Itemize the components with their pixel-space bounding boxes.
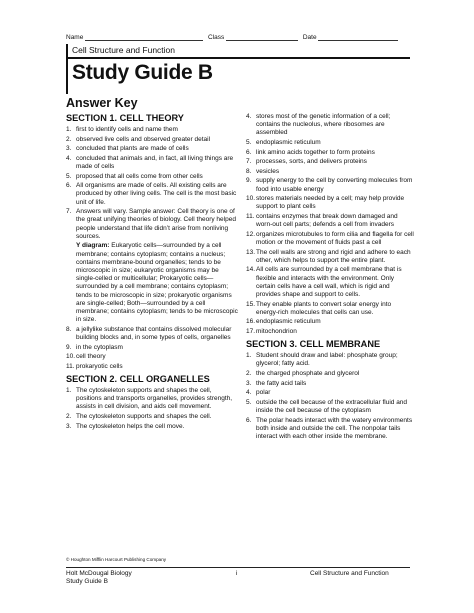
list-item: 11. contains enzymes that break down damaged and worn-out cell parts; defends a cell from invaders [246, 212, 398, 229]
list-item: 6. The polar heads interact with the watery environments both inside and outside the cell. The nonpolar tails interact with each other inside the membrane. [246, 416, 413, 440]
list-item: 11. prokaryotic cells [66, 362, 123, 370]
list-item: 7. Answers will vary. Sample answer: Cell theory is one of the great unifying theories of biology. Cell theory helped people understand that life didn’t arise from nonliving sources. [66, 208, 236, 240]
list-item: 10. cell theory [66, 353, 106, 361]
list-item: 13. The cell walls are strong and rigid and adhere to each other, which helps to support the entire plant. [246, 248, 411, 264]
right-column [246, 113, 414, 443]
list-item: 2. observed live cells and observed greater detail [66, 135, 211, 143]
list-item: 9. in the cytoplasm [66, 343, 123, 351]
left-column [66, 113, 238, 432]
chapter-subtitle: Cell Structure and Function [72, 45, 175, 55]
section1-list [66, 126, 238, 371]
footer-chapter: Cell Structure and Function [310, 570, 389, 577]
list-item: 4. polar [246, 389, 271, 397]
date-blank [318, 34, 398, 41]
list-item: 1. The cytoskeleton supports and shapes the cell, positions and transports organelles, provides strength, assists in cell division, and aids cell movement. [66, 386, 233, 411]
diagram-label: Y diagram: [76, 242, 110, 250]
footer-guide: Study Guide B [66, 578, 108, 585]
list-item: 17. mitochondrion [246, 327, 297, 335]
section1-heading: SECTION 1. CELL THEORY [66, 113, 184, 123]
list-item: 3. concluded that plants are made of cells [66, 145, 189, 153]
list-item: 3. The cytoskeleton helps the cell move. [66, 422, 185, 430]
class-blank [226, 34, 298, 41]
section3-list [246, 352, 414, 441]
list-item: 5. outside the cell because of the extracellular fluid and inside the cell because of the cytoplasm [246, 398, 408, 414]
list-item: 15. They enable plants to convert solar energy into energy-rich molecules that cells can use. [246, 300, 392, 316]
list-item: 4. stores most of the genetic information of a cell; contains the nucleolus, where ribosomes are assembled [246, 113, 391, 137]
list-item: 6. link amino acids together to form proteins [246, 148, 375, 156]
list-item: 5. proposed that all cells come from other cells [66, 172, 203, 180]
list-item: 2. the charged phosphate and glycerol [246, 369, 360, 377]
footer-page-number: i [236, 570, 238, 577]
list-item: 3. the fatty acid tails [246, 379, 307, 387]
list-item: 1. first to identify cells and name them [66, 126, 178, 133]
answer-key-heading: Answer Key [66, 96, 138, 110]
title-horizontal-rule [66, 57, 410, 59]
list-item: 9. supply energy to the cell by converting molecules from food into usable energy [246, 177, 413, 193]
title-vertical-rule [66, 44, 68, 94]
worksheet-header [66, 34, 406, 41]
list-item: 2. The cytoskeleton supports and shapes the cell. [66, 412, 212, 420]
list-item: 16. endoplasmic reticulum [246, 318, 321, 326]
list-item: 8. vesicles [246, 167, 280, 175]
list-item: 14. All cells are surrounded by a cell membrane that is flexible and interacts with the environment. Only certain cells have a cell wall, which is rigid and provides shape and support to cells. [246, 266, 402, 298]
list-item: 5. endoplasmic reticulum [246, 139, 321, 146]
section2-list [66, 387, 238, 431]
list-item: 10. stores materials needed by a cell; may help provide support to plant cells [246, 195, 405, 211]
page-title: Study Guide B [72, 61, 213, 84]
list-item: 7. processes, sorts, and delivers proteins [246, 158, 367, 166]
list-item: 12. organizes microtubules to form cilia and flagella for cell motion or the movement of fluids past a cell [246, 230, 414, 246]
list-item: 1. Student should draw and label: phosphate group; glycerol; fatty acid. [246, 352, 398, 368]
list-item: 8. a jellylike substance that contains dissolved molecular building blocks and, in some types of cells, organelles [66, 325, 232, 341]
class-label: Class [207, 34, 225, 41]
footer-rule [66, 567, 410, 568]
section2-continued-list [246, 113, 414, 336]
list-item: 6. All organisms are made of cells. All existing cells are produced by other living cells. The cell is the most basic unit of life. [66, 182, 237, 206]
copyright-notice: © Houghton Mifflin Harcourt Publishing Company [66, 557, 167, 562]
name-label: Name [66, 34, 84, 41]
footer-publisher: Holt McDougal Biology [66, 570, 132, 577]
name-blank [85, 34, 203, 41]
section2-heading: SECTION 2. CELL ORGANELLES [66, 373, 210, 384]
diagram-answer: Y diagram: Eukaryotic cells—surrounded by a cell membrane; contains cytoplasm; contains a nucleus; contains membrane-bound organelles; tends to be microscopic in size; eukaryotic organisms may be single-celled or multicellular; Prokaryotic cells—surrounded by a cell membrane; contains cytoplasm; tends to be microscopic in size; prokaryotic organisms are single-celled; Both—surrounded by a cell membrane; contains cytoplasm; tends to be microscopic in size. [76, 242, 238, 324]
section3-heading: SECTION 3. CELL MEMBRANE [246, 339, 381, 350]
list-item: 4. concluded that animals and, in fact, all living things are made of cells [66, 154, 234, 170]
date-label: Date [302, 34, 317, 41]
